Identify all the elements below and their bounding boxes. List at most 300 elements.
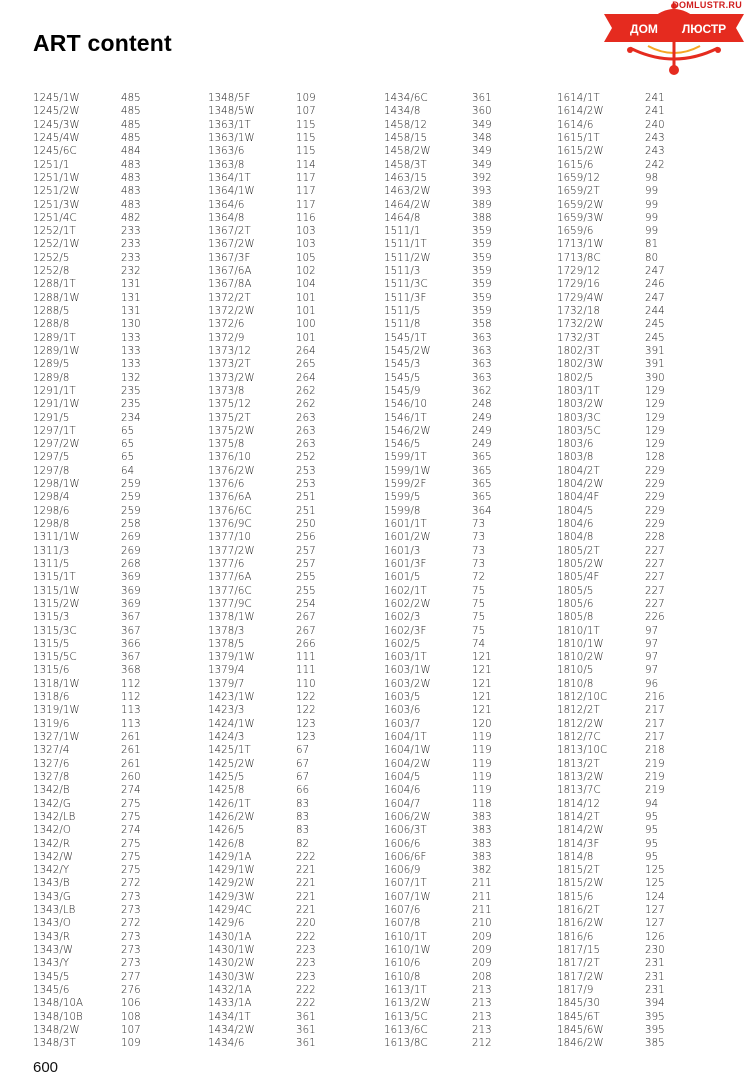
page-reference: 267	[296, 625, 316, 637]
page-reference: 265	[296, 359, 316, 371]
page-reference: 233	[121, 239, 141, 251]
table-row	[33, 1024, 141, 1037]
page-reference: 97	[645, 652, 659, 664]
table-row	[33, 185, 141, 198]
article-code: 1613/2W	[384, 998, 431, 1010]
table-row	[33, 412, 141, 425]
page-reference: 107	[121, 1024, 141, 1036]
table-row	[557, 664, 665, 677]
article-code: 1603/1W	[384, 665, 431, 677]
page-reference: 115	[296, 132, 316, 144]
page-reference: 264	[296, 372, 316, 384]
article-code: 1342/W	[33, 851, 74, 863]
table-row	[208, 478, 316, 491]
table-row	[208, 172, 316, 185]
article-code: 1318/6	[33, 692, 70, 704]
table-row	[557, 931, 665, 944]
article-code: 1803/2W	[557, 399, 604, 411]
table-row	[33, 1011, 141, 1024]
article-code: 1318/1W	[33, 678, 80, 690]
article-code: 1252/5	[33, 252, 70, 264]
table-row	[384, 678, 492, 691]
article-code: 1464/8	[384, 212, 421, 224]
page-reference: 81	[645, 239, 659, 251]
page-reference: 73	[472, 519, 486, 530]
article-code: 1367/2W	[208, 239, 255, 251]
article-code: 1376/6C	[208, 505, 252, 517]
page-reference: 73	[472, 545, 486, 557]
table-row	[208, 691, 316, 704]
article-code: 1315/1T	[33, 572, 76, 584]
table-row	[384, 185, 492, 198]
table-row	[384, 518, 492, 531]
page-reference: 108	[121, 1011, 141, 1023]
page-reference: 117	[296, 172, 316, 184]
article-code: 1311/3	[33, 545, 70, 557]
article-code: 1804/8	[557, 532, 594, 544]
table-row	[557, 944, 665, 957]
page-reference: 219	[645, 758, 665, 770]
article-code: 1814/3F	[557, 838, 600, 850]
article-code: 1610/1W	[384, 945, 431, 956]
page-reference: 358	[472, 319, 492, 331]
page-reference: 390	[645, 372, 665, 384]
table-row	[384, 585, 492, 598]
table-row	[33, 318, 141, 331]
page-reference: 211	[472, 878, 492, 890]
table-row	[384, 691, 492, 704]
article-code: 1804/2T	[557, 465, 600, 477]
page-reference: 219	[645, 785, 665, 797]
table-row	[33, 997, 141, 1010]
article-code: 1813/2W	[557, 771, 604, 783]
table-row	[557, 811, 665, 824]
page-reference: 131	[121, 306, 141, 317]
page-reference: 275	[121, 851, 141, 863]
page-reference: 96	[645, 678, 659, 690]
table-row	[208, 784, 316, 797]
article-code: 1319/1W	[33, 705, 80, 717]
article-code: 1342/B	[33, 785, 70, 797]
page-reference: 367	[121, 652, 141, 664]
table-row	[208, 238, 316, 251]
article-code: 1315/2W	[33, 598, 80, 610]
article-code: 1348/5W	[208, 106, 255, 118]
table-row	[557, 372, 665, 385]
page-reference: 250	[296, 519, 316, 530]
article-code: 1610/8	[384, 971, 421, 983]
page-reference: 124	[645, 891, 665, 903]
table-row	[208, 678, 316, 691]
article-code: 1713/8C	[557, 252, 601, 264]
page-reference: 107	[296, 106, 316, 118]
table-row	[384, 531, 492, 544]
table-row	[208, 1024, 316, 1037]
table-row	[33, 119, 141, 132]
article-code: 1464/2W	[384, 199, 431, 211]
table-row	[384, 718, 492, 731]
table-row	[208, 611, 316, 624]
table-row	[384, 372, 492, 385]
page-reference: 349	[472, 119, 492, 131]
article-code: 1603/6	[384, 705, 421, 717]
article-code: 1803/1T	[557, 385, 600, 397]
page-reference: 228	[645, 532, 665, 544]
table-row	[384, 451, 492, 464]
article-code: 1802/3W	[557, 359, 604, 371]
article-code: 1315/3C	[33, 625, 77, 637]
article-code: 1288/1W	[33, 292, 80, 304]
article-code: 1426/8	[208, 838, 245, 850]
table-row	[384, 611, 492, 624]
page-reference: 218	[645, 745, 665, 757]
page-reference: 83	[296, 811, 310, 823]
table-row	[33, 305, 141, 318]
page-reference: 269	[121, 532, 141, 544]
article-code: 1434/2W	[208, 1024, 255, 1036]
page-reference: 363	[472, 359, 492, 371]
page-reference: 247	[645, 292, 665, 304]
article-code: 1816/6	[557, 931, 594, 943]
page-reference: 109	[296, 93, 316, 104]
page-reference: 125	[645, 865, 665, 877]
table-row	[208, 571, 316, 584]
page-reference: 262	[296, 399, 316, 411]
table-row	[33, 798, 141, 811]
page-reference: 273	[121, 945, 141, 956]
page-reference: 259	[121, 479, 141, 491]
table-row	[33, 744, 141, 757]
page-reference: 217	[645, 718, 665, 730]
article-code: 1805/2W	[557, 558, 604, 570]
page-reference: 223	[296, 958, 316, 970]
page-reference: 275	[121, 865, 141, 877]
article-code: 1810/1T	[557, 625, 600, 637]
table-row	[384, 877, 492, 890]
article-code: 1342/Y	[33, 865, 70, 877]
page-reference: 275	[121, 838, 141, 850]
article-code: 1373/2W	[208, 372, 255, 384]
article-code: 1297/1T	[33, 425, 76, 437]
article-code: 1378/5	[208, 638, 245, 650]
article-code: 1615/6	[557, 159, 594, 171]
article-code: 1603/7	[384, 718, 421, 730]
article-code: 1315/3	[33, 612, 70, 624]
table-row	[557, 984, 665, 997]
table-row	[384, 265, 492, 278]
table-row	[33, 678, 141, 691]
table-row	[33, 398, 141, 411]
table-row	[208, 292, 316, 305]
table-row	[33, 159, 141, 172]
table-row	[557, 704, 665, 717]
page-reference: 258	[121, 519, 141, 530]
table-row	[33, 704, 141, 717]
page-reference: 133	[121, 345, 141, 357]
page-reference: 75	[472, 612, 486, 624]
page-reference: 485	[121, 93, 141, 104]
article-code: 1729/16	[557, 279, 601, 291]
article-code: 1729/4W	[557, 292, 604, 304]
table-row	[384, 438, 492, 451]
table-row	[33, 451, 141, 464]
article-code: 1604/5	[384, 771, 421, 783]
article-code: 1816/2T	[557, 905, 600, 917]
table-row	[557, 784, 665, 797]
page-reference: 383	[472, 811, 492, 823]
page-reference: 97	[645, 665, 659, 677]
page-reference: 123	[296, 718, 316, 730]
article-code: 1348/2W	[33, 1024, 80, 1036]
page-reference: 131	[121, 292, 141, 304]
table-row	[208, 731, 316, 744]
page-reference: 243	[645, 132, 665, 144]
page-reference: 349	[472, 159, 492, 171]
table-row	[557, 917, 665, 930]
article-code: 1599/5	[384, 492, 421, 504]
article-code: 1327/4	[33, 745, 70, 757]
article-code: 1845/30	[557, 998, 601, 1010]
table-row	[33, 851, 141, 864]
page-reference: 102	[296, 266, 316, 278]
article-code: 1372/2T	[208, 292, 251, 304]
page-reference: 251	[296, 505, 316, 517]
article-code: 1251/4C	[33, 212, 77, 224]
table-row	[33, 944, 141, 957]
table-row	[208, 518, 316, 531]
page-reference: 234	[121, 412, 141, 424]
article-code: 1803/6	[557, 439, 594, 451]
table-row	[208, 558, 316, 571]
article-code: 1545/3	[384, 359, 421, 371]
article-code: 1378/3	[208, 625, 245, 637]
page-reference: 482	[121, 212, 141, 224]
page-reference: 364	[472, 505, 492, 517]
table-row	[557, 558, 665, 571]
table-row	[557, 731, 665, 744]
article-code: 1434/6C	[384, 93, 428, 104]
article-code: 1376/10	[208, 452, 252, 464]
page-reference: 253	[296, 465, 316, 477]
article-code: 1373/8	[208, 385, 245, 397]
article-code: 1615/1T	[557, 132, 600, 144]
table-row	[208, 318, 316, 331]
page-reference: 229	[645, 519, 665, 530]
article-code: 1433/1A	[208, 998, 252, 1010]
chandelier-logo-icon	[600, 0, 748, 78]
page-reference: 121	[472, 652, 492, 664]
article-code: 1804/2W	[557, 479, 604, 491]
table-row	[384, 172, 492, 185]
page-reference: 100	[296, 319, 316, 331]
article-code: 1343/Y	[33, 958, 70, 970]
article-code: 1348/10B	[33, 1011, 83, 1023]
page-reference: 348	[472, 132, 492, 144]
article-code: 1423/1W	[208, 692, 255, 704]
page-reference: 483	[121, 172, 141, 184]
article-code: 1602/3F	[384, 625, 427, 637]
article-code: 1802/3T	[557, 345, 600, 357]
article-code: 1817/9	[557, 984, 594, 996]
article-code: 1613/8C	[384, 1038, 428, 1050]
table-row	[33, 838, 141, 851]
article-code: 1426/2W	[208, 811, 255, 823]
table-row	[33, 811, 141, 824]
article-code: 1375/2T	[208, 412, 251, 424]
page-reference: 75	[472, 598, 486, 610]
article-code: 1289/1T	[33, 332, 76, 344]
page-reference: 80	[645, 252, 659, 264]
table-row	[208, 119, 316, 132]
page-reference: 103	[296, 239, 316, 251]
article-code: 1348/10A	[33, 998, 84, 1010]
page-reference: 216	[645, 692, 665, 704]
article-code: 1364/1W	[208, 186, 255, 198]
table-row	[384, 465, 492, 478]
article-code: 1845/6T	[557, 1011, 600, 1023]
table-row	[557, 798, 665, 811]
page-reference: 129	[645, 425, 665, 437]
article-code: 1812/2T	[557, 705, 600, 717]
table-row	[557, 771, 665, 784]
table-row	[208, 811, 316, 824]
page-reference: 266	[296, 638, 316, 650]
article-code: 1511/3F	[384, 292, 427, 304]
article-code: 1298/6	[33, 505, 70, 517]
page-reference: 212	[472, 1038, 492, 1050]
table-row	[384, 638, 492, 651]
article-code: 1713/1W	[557, 239, 604, 251]
article-code: 1599/2F	[384, 479, 427, 491]
table-row	[557, 305, 665, 318]
table-row	[33, 691, 141, 704]
page-reference: 229	[645, 492, 665, 504]
table-row	[33, 292, 141, 305]
table-row	[557, 957, 665, 970]
article-code: 1511/1	[384, 226, 421, 238]
article-code: 1342/LB	[33, 811, 76, 823]
article-code: 1245/1W	[33, 93, 80, 104]
table-column	[557, 92, 665, 1051]
page-reference: 257	[296, 545, 316, 557]
article-code: 1377/10	[208, 532, 252, 544]
page-reference: 369	[121, 598, 141, 610]
table-row	[384, 292, 492, 305]
page-reference: 122	[296, 692, 316, 704]
article-code: 1545/9	[384, 385, 421, 397]
table-row	[557, 132, 665, 145]
table-row	[208, 159, 316, 172]
article-code: 1425/2W	[208, 758, 255, 770]
article-code: 1545/1T	[384, 332, 427, 344]
page-reference: 213	[472, 1011, 492, 1023]
table-row	[33, 558, 141, 571]
article-code: 1345/5	[33, 971, 70, 983]
page-reference: 484	[121, 146, 141, 158]
article-code: 1810/1W	[557, 638, 604, 650]
article-code: 1251/1	[33, 159, 70, 171]
page-reference: 227	[645, 598, 665, 610]
page-reference: 111	[296, 652, 316, 664]
page-reference: 220	[296, 918, 316, 930]
article-code: 1803/3C	[557, 412, 601, 424]
page-reference: 127	[645, 905, 665, 917]
page-reference: 245	[645, 319, 665, 331]
article-code: 1607/1W	[384, 891, 431, 903]
article-code: 1803/8	[557, 452, 594, 464]
table-row	[208, 105, 316, 118]
article-code: 1607/8	[384, 918, 421, 930]
page-reference: 363	[472, 372, 492, 384]
article-code: 1615/2W	[557, 146, 604, 158]
article-code: 1458/12	[384, 119, 428, 131]
article-code: 1602/3	[384, 612, 421, 624]
table-row	[384, 345, 492, 358]
article-code: 1367/8A	[208, 279, 252, 291]
table-row	[557, 571, 665, 584]
page-reference: 247	[645, 266, 665, 278]
table-row	[33, 1037, 141, 1050]
page-reference: 232	[121, 266, 141, 278]
page-reference: 383	[472, 851, 492, 863]
page-reference: 99	[645, 212, 659, 224]
article-code: 1732/3T	[557, 332, 600, 344]
page-reference: 99	[645, 186, 659, 198]
article-code: 1601/1T	[384, 519, 427, 530]
article-code: 1288/5	[33, 306, 70, 317]
page-reference: 121	[472, 665, 492, 677]
article-code: 1817/15	[557, 945, 601, 956]
table-row	[557, 611, 665, 624]
article-code: 1364/6	[208, 199, 245, 211]
page-reference: 359	[472, 226, 492, 238]
article-code: 1434/6	[208, 1038, 245, 1050]
article-code: 1606/3T	[384, 825, 427, 837]
table-row	[33, 917, 141, 930]
article-code: 1601/3F	[384, 558, 427, 570]
article-code: 1546/10	[384, 399, 428, 411]
table-row	[208, 877, 316, 890]
table-row	[208, 265, 316, 278]
article-code: 1376/9C	[208, 519, 252, 530]
page-reference: 367	[121, 625, 141, 637]
page-reference: 130	[121, 319, 141, 331]
table-row	[33, 731, 141, 744]
page-reference: 363	[472, 332, 492, 344]
article-code: 1291/1W	[33, 399, 80, 411]
table-row	[384, 505, 492, 518]
article-code: 1364/8	[208, 212, 245, 224]
article-code: 1601/5	[384, 572, 421, 584]
article-code: 1458/2W	[384, 146, 431, 158]
page-reference: 262	[296, 385, 316, 397]
page-reference: 75	[472, 585, 486, 597]
page-reference: 105	[296, 252, 316, 264]
table-row	[384, 851, 492, 864]
page-reference: 113	[121, 718, 141, 730]
table-row	[557, 238, 665, 251]
table-row	[33, 824, 141, 837]
article-code: 1812/10C	[557, 692, 608, 704]
page-reference: 213	[472, 998, 492, 1010]
page-reference: 383	[472, 825, 492, 837]
page-reference: 116	[296, 212, 316, 224]
table-row	[384, 1037, 492, 1050]
table-row	[33, 611, 141, 624]
article-code: 1377/6	[208, 558, 245, 570]
page-reference: 133	[121, 359, 141, 371]
table-row	[208, 931, 316, 944]
